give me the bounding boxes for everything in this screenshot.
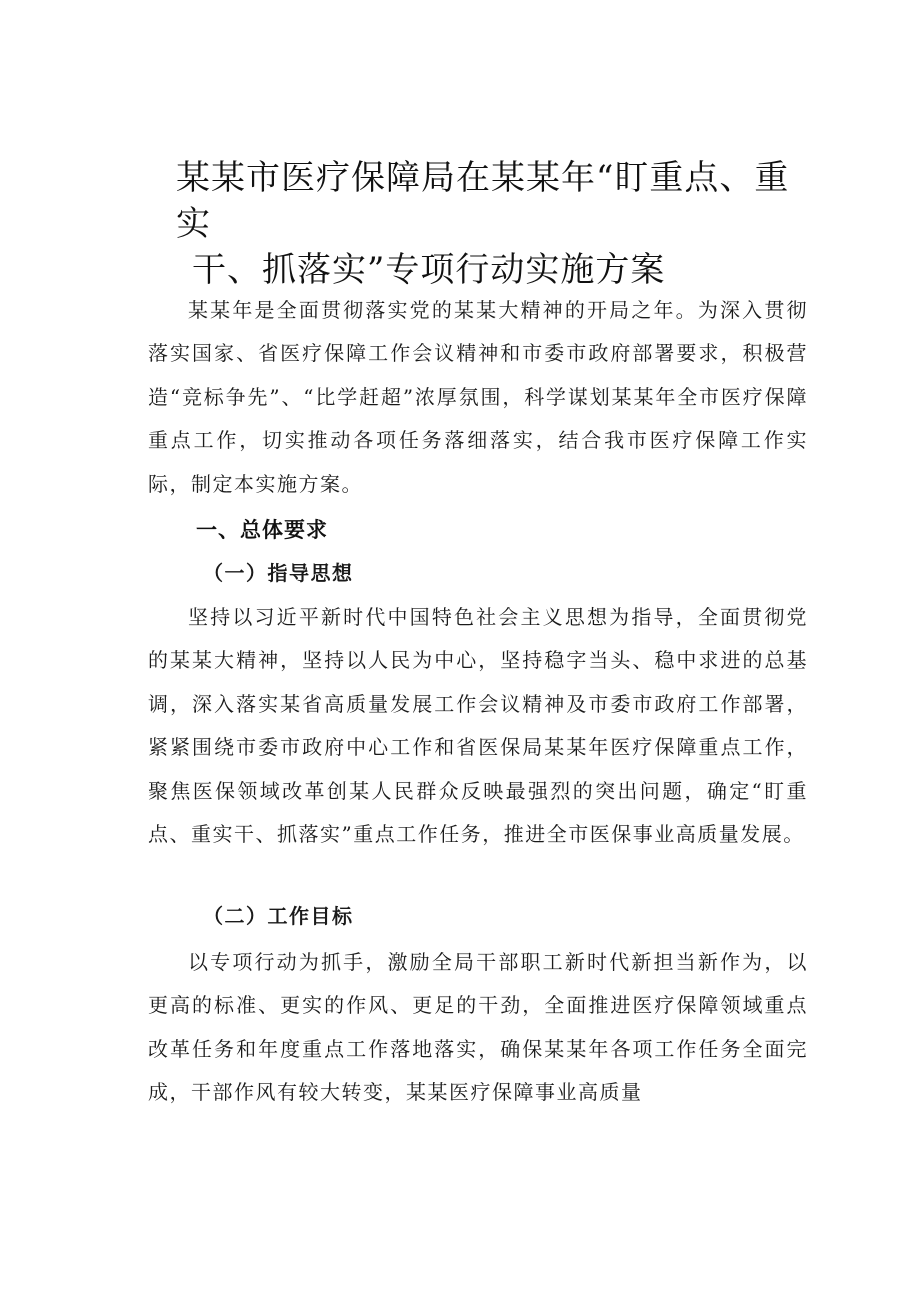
document-title-line-1: 某某市医疗保障局在某某年“盯重点、重实 <box>176 158 790 244</box>
document-title-line-2: 干、抓落实”专项行动实施方案 <box>192 250 666 290</box>
subsection-heading-guiding-ideology: （一）指导思想 <box>203 561 354 585</box>
section-heading-general-requirements: 一、总体要求 <box>196 518 328 542</box>
subsection-heading-work-goals: （二）工作目标 <box>203 904 354 928</box>
intro-paragraph: 某某年是全面贯彻落实党的某某大精神的开局之年。为深入贯彻落实国家、省医疗保障工作会议精神和市委市政府部署要求，积极营造“竞标争先”、“比学赶超”浓厚氛围，科学谋划某某年全市医疗保障重点工作，切实推动各项任务落细落实，结合我市医疗保障工作实际，制定本实施方案。 <box>148 298 808 496</box>
document-title <box>176 155 806 293</box>
guiding-ideology-paragraph: 坚持以习近平新时代中国特色社会主义思想为指导，全面贯彻党的某某大精神，坚持以人民为中心，坚持稳字当头、稳中求进的总基调，深入落实某省高质量发展工作会议精神及市委市政府工作部署，紧紧围绕市委市政府中心工作和省医保局某某年医疗保障重点工作，聚焦医保领域改革创某人民群众反映最强烈的突出问题，确定“盯重点、重实干、抓落实”重点工作任务，推进全市医保事业高质量发展。 <box>148 605 808 847</box>
work-goals-paragraph: 以专项行动为抓手，激励全局干部职工新时代新担当新作为，以更高的标准、更实的作风、更足的干劲，全面推进医疗保障领域重点改革任务和年度重点工作落地落实，确保某某年各项工作任务全面完成，干部作风有较大转变，某某医疗保障事业高质量 <box>148 950 808 1105</box>
